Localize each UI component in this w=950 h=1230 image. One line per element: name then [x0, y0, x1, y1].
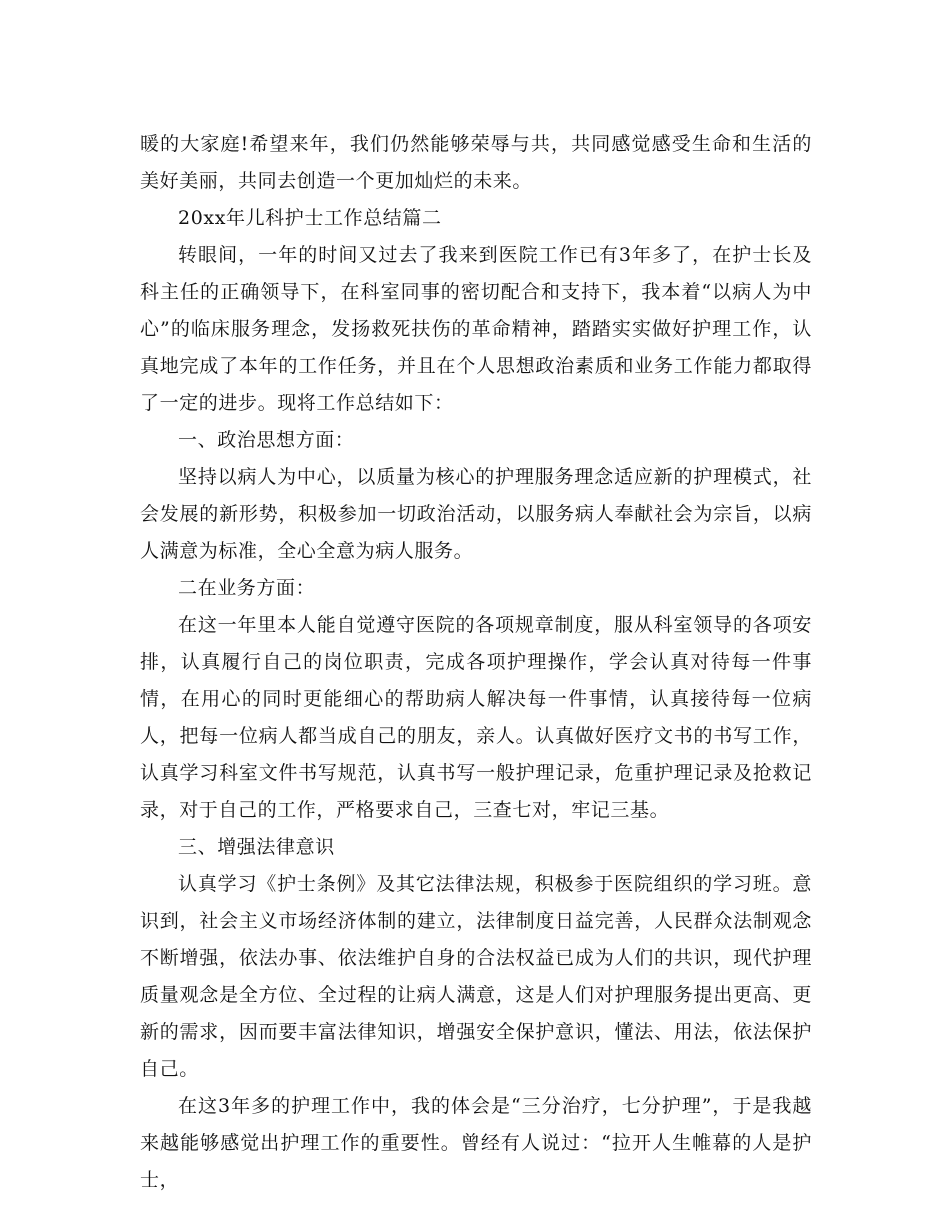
- paragraph-politics: 坚持以病人为中心，以质量为核心的护理服务理念适应新的护理模式，社会发展的新形势，积极参加一切政治活动，以服务病人奉献社会为宗旨，以病人满意为标准，全心全意为病人服务。: [140, 466, 812, 562]
- paragraph-intro: 转眼间，一年的时间又过去了我来到医院工作已有3年多了，在护士长及科主任的正确领导下，在科室同事的密切配合和支持下，我本着“以病人为中心”的临床服务理念，发扬救死扶伤的革命精神，踏踏实实做好护理工作，认真地完成了本年的工作任务，并且在个人思想政治素质和业务工作能力都取得了一定的进步。现将工作总结如下：: [140, 244, 812, 414]
- paragraph-experience: 在这3年多的护理工作中，我的体会是“三分治疗，七分护理”，于是我越来越能够感觉出护理工作的重要性。曾经有人说过：“拉开人生帷幕的人是护士，: [140, 1095, 812, 1191]
- section-title: 20xx年儿科护士工作总结篇二: [178, 207, 442, 229]
- heading-law: 三、增强法律意识: [178, 836, 335, 858]
- heading-politics: 一、政治思想方面：: [178, 429, 355, 451]
- document-page: [140, 126, 812, 1199]
- paragraph-law: 认真学习《护士条例》及其它法律法规，积极参于医院组织的学习班。意识到，社会主义市场经济体制的建立，法律制度日益完善，人民群众法制观念不断增强，依法办事、依法维护自身的合法权益已成为人们的共识，现代护理质量观念是全方位、全过程的让病人满意，这是人们对护理服务提出更高、更新的需求，因而要丰富法律知识，增强安全保护意识，懂法、用法，依法保护自己。: [140, 873, 812, 1080]
- paragraph-continuation: 暖的大家庭!希望来年，我们仍然能够荣辱与共，共同感觉感受生命和生活的美好美丽，共同去创造一个更加灿烂的未来。: [140, 133, 812, 192]
- heading-business: 二在业务方面：: [178, 577, 316, 599]
- paragraph-business: 在这一年里本人能自觉遵守医院的各项规章制度，服从科室领导的各项安排，认真履行自己的岗位职责，完成各项护理操作，学会认真对待每一件事情，在用心的同时更能细心的帮助病人解决每一件事情，认真接待每一位病人，把每一位病人都当成自己的朋友，亲人。认真做好医疗文书的书写工作，认真学习科室文件书写规范，认真书写一般护理记录，危重护理记录及抢救记录，对于自己的工作，严格要求自己，三查七对，牢记三基。: [140, 614, 812, 821]
